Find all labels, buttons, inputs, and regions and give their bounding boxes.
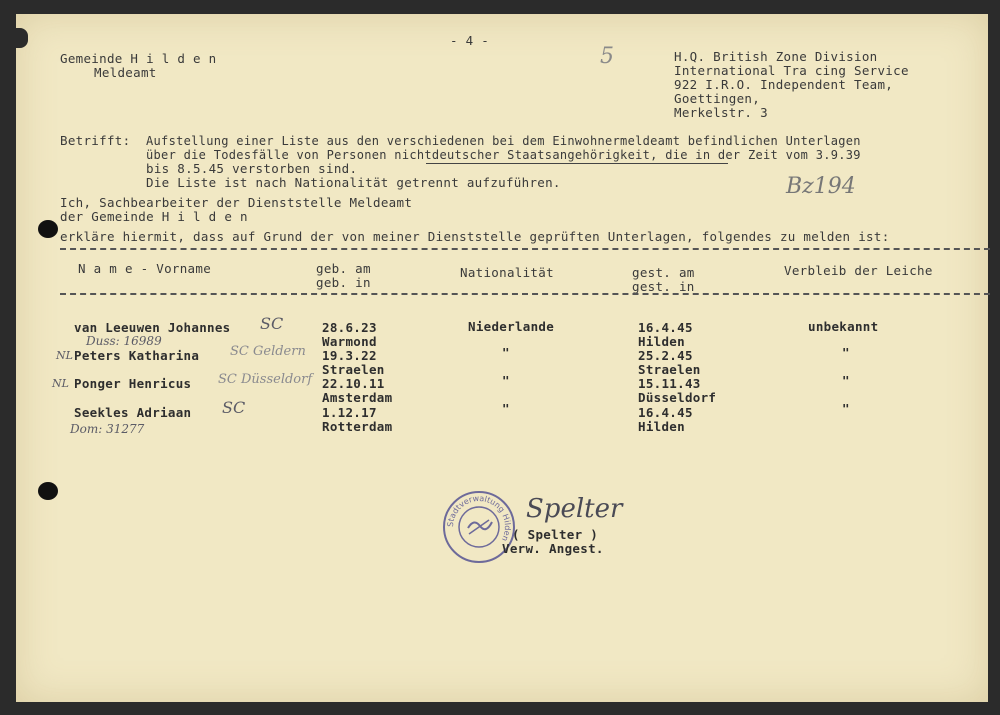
subject-line1: Aufstellung einer Liste aus den verschiedenen bei dem Einwohnermeldeamt befindlichen Unterlagen bbox=[146, 134, 861, 148]
declaration-line2: der Gemeinde H i l d e n bbox=[60, 209, 248, 224]
signature-title: Verw. Angest. bbox=[502, 541, 604, 556]
row3-remains: " bbox=[842, 373, 850, 388]
row3-death-date: 15.11.43 bbox=[638, 376, 701, 391]
row4-nationality: " bbox=[502, 401, 510, 416]
punch-hole-top bbox=[38, 220, 58, 238]
table-rule-header bbox=[60, 293, 990, 295]
subject-line2: über die Todesfälle von Personen nichtdeutscher Staatsangehörigkeit, die in der Zeit vom 3.9.39 bbox=[146, 148, 861, 162]
recipient-line1: H.Q. British Zone Division bbox=[674, 49, 878, 64]
recipient-line5: Merkelstr. 3 bbox=[674, 105, 768, 120]
row3-mark: NL bbox=[52, 377, 69, 390]
document-page bbox=[16, 14, 988, 702]
row2-name: Peters Katharina bbox=[74, 348, 200, 363]
row1-note1: SC bbox=[260, 314, 284, 333]
stamp-text: Stadtverwaltung Hilden bbox=[445, 493, 513, 543]
handwritten-code: Bz194 bbox=[786, 174, 856, 199]
subject-line3: bis 8.5.45 verstorben sind. bbox=[146, 161, 358, 176]
row4-remains: " bbox=[842, 401, 850, 416]
row3-note1: SC Düsseldorf bbox=[218, 372, 313, 387]
header-died-place: gest. in bbox=[632, 279, 695, 294]
signature-handwritten: Spelter bbox=[526, 494, 623, 524]
row3-birth-date: 22.10.11 bbox=[322, 376, 385, 391]
row1-note2: Duss: 16989 bbox=[86, 334, 162, 348]
header-born-place: geb. in bbox=[316, 275, 371, 290]
row1-birth-date: 28.6.23 bbox=[322, 320, 377, 335]
header-died-date: gest. am bbox=[632, 265, 695, 280]
row4-note2: Dom: 31277 bbox=[70, 422, 145, 436]
row4-name: Seekles Adriaan bbox=[74, 405, 192, 420]
sender-line2: Meldeamt bbox=[94, 65, 157, 80]
row3-nationality: " bbox=[502, 373, 510, 388]
row2-death-date: 25.2.45 bbox=[638, 348, 693, 363]
torn-corner bbox=[14, 28, 28, 48]
row4-note1: SC bbox=[222, 398, 246, 417]
header-nationality: Nationalität bbox=[460, 265, 554, 280]
row3-death-place: Düsseldorf bbox=[638, 390, 717, 405]
header-name: N a m e - Vorname bbox=[78, 261, 212, 276]
subject-underline bbox=[426, 163, 728, 164]
subject-label: Betrifft: bbox=[60, 133, 131, 148]
declaration-line1: Ich, Sachbearbeiter der Dienststelle Meldeamt bbox=[60, 195, 413, 210]
recipient-line4: Goettingen, bbox=[674, 91, 761, 106]
row2-birth-place: Straelen bbox=[322, 362, 385, 377]
subject-line4: Die Liste ist nach Nationalität getrennt aufzuführen. bbox=[146, 175, 561, 190]
row2-remains: " bbox=[842, 345, 850, 360]
row4-death-date: 16.4.45 bbox=[638, 405, 693, 420]
sender-line1: Gemeinde H i l d e n bbox=[60, 51, 217, 66]
row4-birth-date: 1.12.17 bbox=[322, 405, 377, 420]
row1-nationality: Niederlande bbox=[468, 319, 555, 334]
table-rule-top bbox=[60, 248, 990, 250]
row1-death-date: 16.4.45 bbox=[638, 320, 693, 335]
row2-nationality: " bbox=[502, 345, 510, 360]
row3-name: Ponger Henricus bbox=[74, 376, 192, 391]
margin-note: 5 bbox=[600, 44, 614, 69]
row2-death-place: Straelen bbox=[638, 362, 701, 377]
row4-birth-place: Rotterdam bbox=[322, 419, 393, 434]
declaration-line3: erkläre hiermit, dass auf Grund der von meiner Dienststelle geprüften Unterlagen, folgendes zu melden ist: bbox=[60, 229, 890, 244]
row2-note1: SC Geldern bbox=[230, 344, 306, 359]
row1-name: van Leeuwen Johannes bbox=[74, 320, 231, 335]
row3-birth-place: Amsterdam bbox=[322, 390, 393, 405]
recipient-line3: 922 I.R.O. Independent Team, bbox=[674, 77, 894, 92]
header-remains: Verbleib der Leiche bbox=[784, 263, 933, 278]
row2-mark: NL bbox=[56, 349, 73, 362]
header-born-date: geb. am bbox=[316, 261, 371, 276]
page-number: - 4 - bbox=[450, 33, 490, 48]
row1-birth-place: Warmond bbox=[322, 334, 377, 349]
signature-typed: ( Spelter ) bbox=[512, 527, 599, 542]
row2-birth-date: 19.3.22 bbox=[322, 348, 377, 363]
row4-death-place: Hilden bbox=[638, 419, 685, 434]
row1-remains: unbekannt bbox=[808, 319, 879, 334]
row1-death-place: Hilden bbox=[638, 334, 685, 349]
punch-hole-bottom bbox=[38, 482, 58, 500]
recipient-line2: International Tra cing Service bbox=[674, 63, 909, 78]
